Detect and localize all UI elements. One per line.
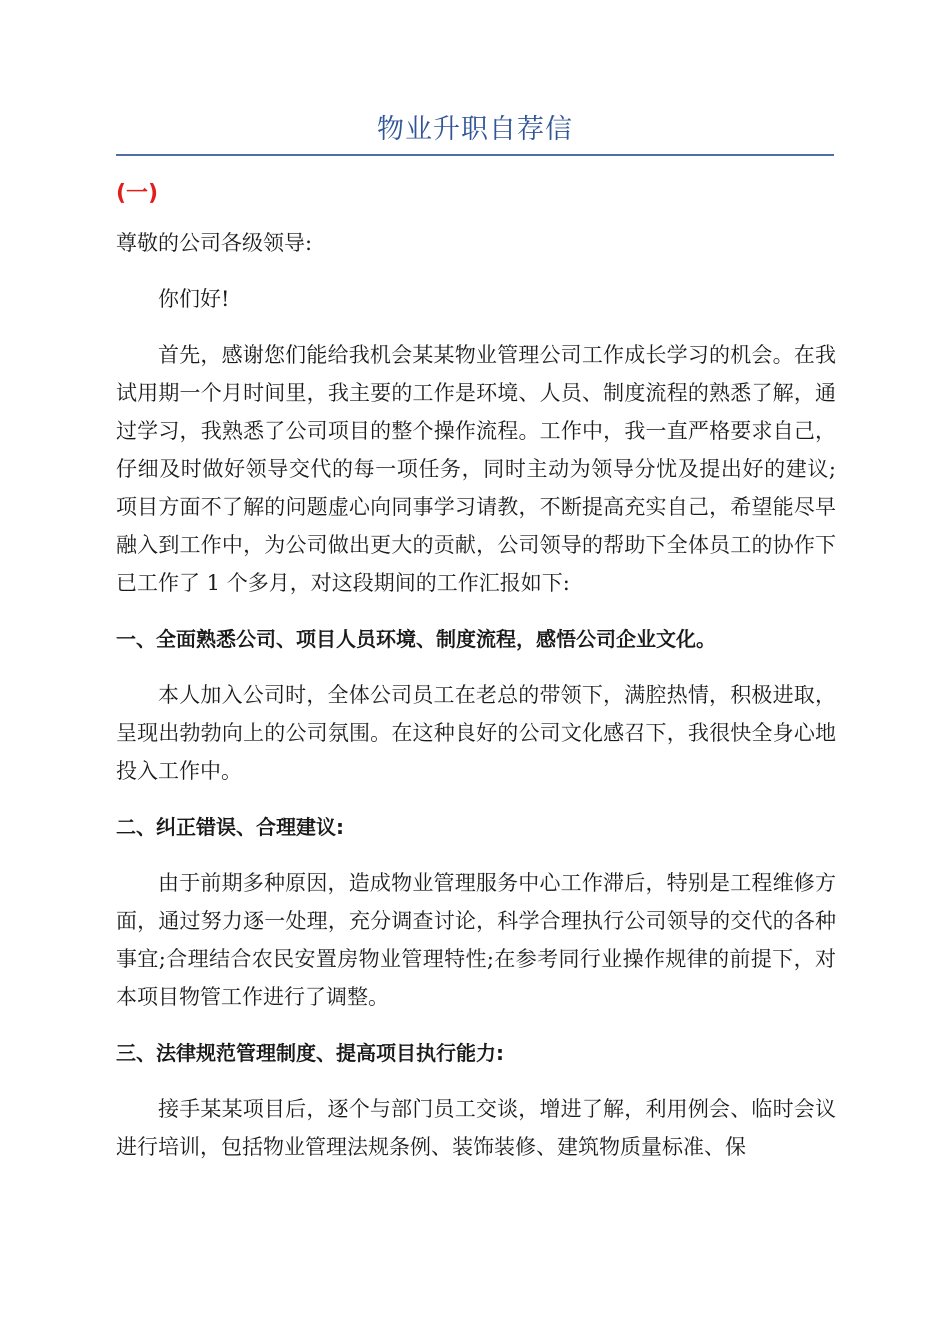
- section-body-2: 由于前期多种原因，造成物业管理服务中心工作滞后，特别是工程维修方面，通过努力逐一处理，充分调查讨论，科学合理执行公司领导的交代的各种事宜;合理结合农民安置房物业管理特性;在参考同行业操作规律的前提下，对本项目物管工作进行了调整。: [116, 871, 836, 1009]
- letter-body: [116, 224, 836, 1184]
- title-underline: [116, 154, 834, 156]
- intro-paragraph: 首先，感谢您们能给我机会某某物业管理公司工作成长学习的机会。在我试用期一个月时间里，我主要的工作是环境、人员、制度流程的熟悉了解，通过学习，我熟悉了公司项目的整个操作流程。工作中，我一直严格要求自己，仔细及时做好领导交代的每一项任务，同时主动为领导分忧及提出好的建议;项目方面不了解的问题虚心向同事学习请教，不断提高充实自己，希望能尽早融入到工作中，为公司做出更大的贡献，公司领导的帮助下全体员工的协作下已工作了 1 个多月，对这段期间的工作汇报如下:: [116, 343, 836, 595]
- salutation: 尊敬的公司各级领导:: [116, 231, 313, 255]
- greeting: 你们好!: [158, 287, 230, 311]
- section-heading-2: 二、纠正错误、合理建议:: [116, 815, 344, 839]
- section-marker: (一): [116, 181, 159, 206]
- document-title: 物业升职自荐信: [377, 114, 573, 145]
- section-heading-3: 三、法律规范管理制度、提高项目执行能力:: [116, 1041, 504, 1065]
- section-heading-1: 一、全面熟悉公司、项目人员环境、制度流程，感悟公司企业文化。: [116, 627, 716, 651]
- section-body-3: 接手某某项目后，逐个与部门员工交谈，增进了解，利用例会、临时会议进行培训，包括物业管理法规条例、装饰装修、建筑物质量标准、保: [116, 1097, 836, 1159]
- section-body-1: 本人加入公司时，全体公司员工在老总的带领下，满腔热情，积极进取，呈现出勃勃向上的公司氛围。在这种良好的公司文化感召下，我很快全身心地投入工作中。: [116, 683, 836, 783]
